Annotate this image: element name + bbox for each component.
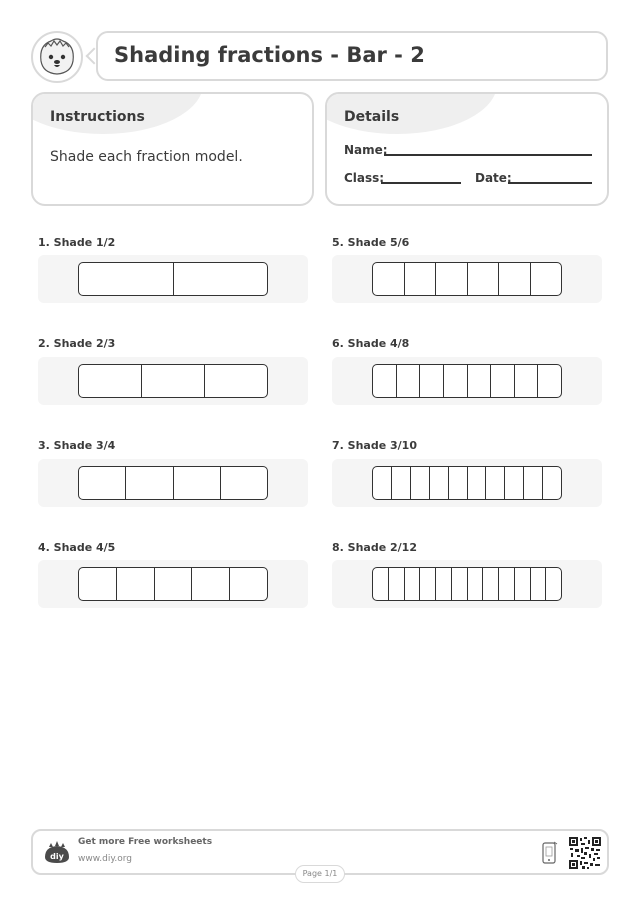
fraction-bar-part[interactable]: [514, 365, 538, 397]
fraction-bar-part[interactable]: [79, 365, 141, 397]
fraction-bar-part[interactable]: [498, 263, 530, 295]
mascot-icon: [31, 31, 83, 83]
fraction-bar-part[interactable]: [204, 365, 267, 397]
fraction-bar[interactable]: [78, 262, 268, 296]
fraction-bar-part[interactable]: [419, 568, 435, 600]
fraction-bar-part[interactable]: [410, 467, 429, 499]
question-area: [38, 560, 308, 608]
name-field[interactable]: [384, 154, 592, 156]
fraction-bar-part[interactable]: [419, 365, 443, 397]
date-field[interactable]: [508, 182, 592, 184]
fraction-bar-part[interactable]: [373, 568, 388, 600]
instructions-heading: Instructions: [50, 109, 145, 125]
class-field[interactable]: [381, 182, 461, 184]
question-label: 2. Shade 2/3: [38, 337, 116, 350]
question-area: [332, 459, 602, 507]
diy-logo-icon: [43, 839, 71, 867]
question-area: [38, 357, 308, 405]
fraction-bar-part[interactable]: [467, 568, 483, 600]
fraction-bar-part[interactable]: [435, 568, 451, 600]
fraction-bar-part[interactable]: [498, 568, 514, 600]
fraction-bar-part[interactable]: [530, 263, 562, 295]
fraction-bar[interactable]: [78, 466, 268, 500]
fraction-bar-part[interactable]: [388, 568, 404, 600]
question-label: 6. Shade 4/8: [332, 337, 410, 350]
fraction-bar-part[interactable]: [523, 467, 542, 499]
question-label: 3. Shade 3/4: [38, 439, 116, 452]
question-label: 5. Shade 5/6: [332, 236, 410, 249]
footer-promo: Get more Free worksheets: [78, 837, 213, 847]
fraction-bar-part[interactable]: [482, 568, 498, 600]
instructions-panel: [31, 92, 314, 206]
fraction-bar-part[interactable]: [373, 467, 391, 499]
fraction-bar-part[interactable]: [485, 467, 504, 499]
title-box: [96, 31, 608, 81]
fraction-bar-part[interactable]: [125, 467, 172, 499]
fraction-bar-part[interactable]: [530, 568, 546, 600]
details-panel: [325, 92, 609, 206]
fraction-bar-part[interactable]: [154, 568, 192, 600]
fraction-bar-part[interactable]: [451, 568, 467, 600]
page-title: Shading fractions - Bar - 2: [114, 43, 425, 67]
fraction-bar-part[interactable]: [545, 568, 561, 600]
name-label: Name:: [344, 143, 388, 157]
qr-code-icon: [569, 837, 601, 869]
fraction-bar-part[interactable]: [396, 365, 420, 397]
fraction-bar-part[interactable]: [467, 467, 486, 499]
question-label: 8. Shade 2/12: [332, 541, 417, 554]
fraction-bar-part[interactable]: [79, 568, 116, 600]
fraction-bar-part[interactable]: [443, 365, 467, 397]
details-heading: Details: [344, 109, 400, 125]
instructions-text: Shade each fraction model.: [50, 149, 243, 165]
fraction-bar-part[interactable]: [373, 365, 396, 397]
fraction-bar-part[interactable]: [467, 263, 499, 295]
fraction-bar-part[interactable]: [173, 467, 220, 499]
fraction-bar[interactable]: [372, 567, 562, 601]
fraction-bar[interactable]: [78, 567, 268, 601]
fraction-bar-part[interactable]: [404, 568, 420, 600]
fraction-bar-part[interactable]: [404, 263, 436, 295]
fraction-bar-part[interactable]: [79, 467, 125, 499]
question-label: 1. Shade 1/2: [38, 236, 116, 249]
fraction-bar-part[interactable]: [514, 568, 530, 600]
fraction-bar-part[interactable]: [373, 263, 404, 295]
fraction-bar[interactable]: [372, 466, 562, 500]
fraction-bar-part[interactable]: [435, 263, 467, 295]
fraction-bar-part[interactable]: [467, 365, 491, 397]
fraction-bar-part[interactable]: [448, 467, 467, 499]
date-label: Date:: [475, 171, 512, 185]
footer-url[interactable]: www.diy.org: [78, 854, 132, 864]
fraction-bar-part[interactable]: [141, 365, 204, 397]
fraction-bar-part[interactable]: [191, 568, 229, 600]
fraction-bar-part[interactable]: [391, 467, 410, 499]
fraction-bar-part[interactable]: [173, 263, 268, 295]
question-area: [38, 459, 308, 507]
question-area: [332, 357, 602, 405]
fraction-bar-part[interactable]: [116, 568, 154, 600]
fraction-bar-part[interactable]: [220, 467, 267, 499]
question-label: 7. Shade 3/10: [332, 439, 417, 452]
phone-icon: [542, 841, 558, 865]
fraction-bar-part[interactable]: [537, 365, 561, 397]
fraction-bar-part[interactable]: [542, 467, 561, 499]
question-area: [38, 255, 308, 303]
question-area: [332, 255, 602, 303]
fraction-bar-part[interactable]: [79, 263, 173, 295]
fraction-bar-part[interactable]: [490, 365, 514, 397]
logo-text: diy: [50, 852, 64, 861]
fraction-bar[interactable]: [78, 364, 268, 398]
page-indicator: Page 1/1: [295, 865, 345, 883]
fraction-bar[interactable]: [372, 262, 562, 296]
question-label: 4. Shade 4/5: [38, 541, 116, 554]
fraction-bar-part[interactable]: [229, 568, 267, 600]
fraction-bar-part[interactable]: [504, 467, 523, 499]
question-area: [332, 560, 602, 608]
fraction-bar-part[interactable]: [429, 467, 448, 499]
class-label: Class:: [344, 171, 385, 185]
fraction-bar[interactable]: [372, 364, 562, 398]
